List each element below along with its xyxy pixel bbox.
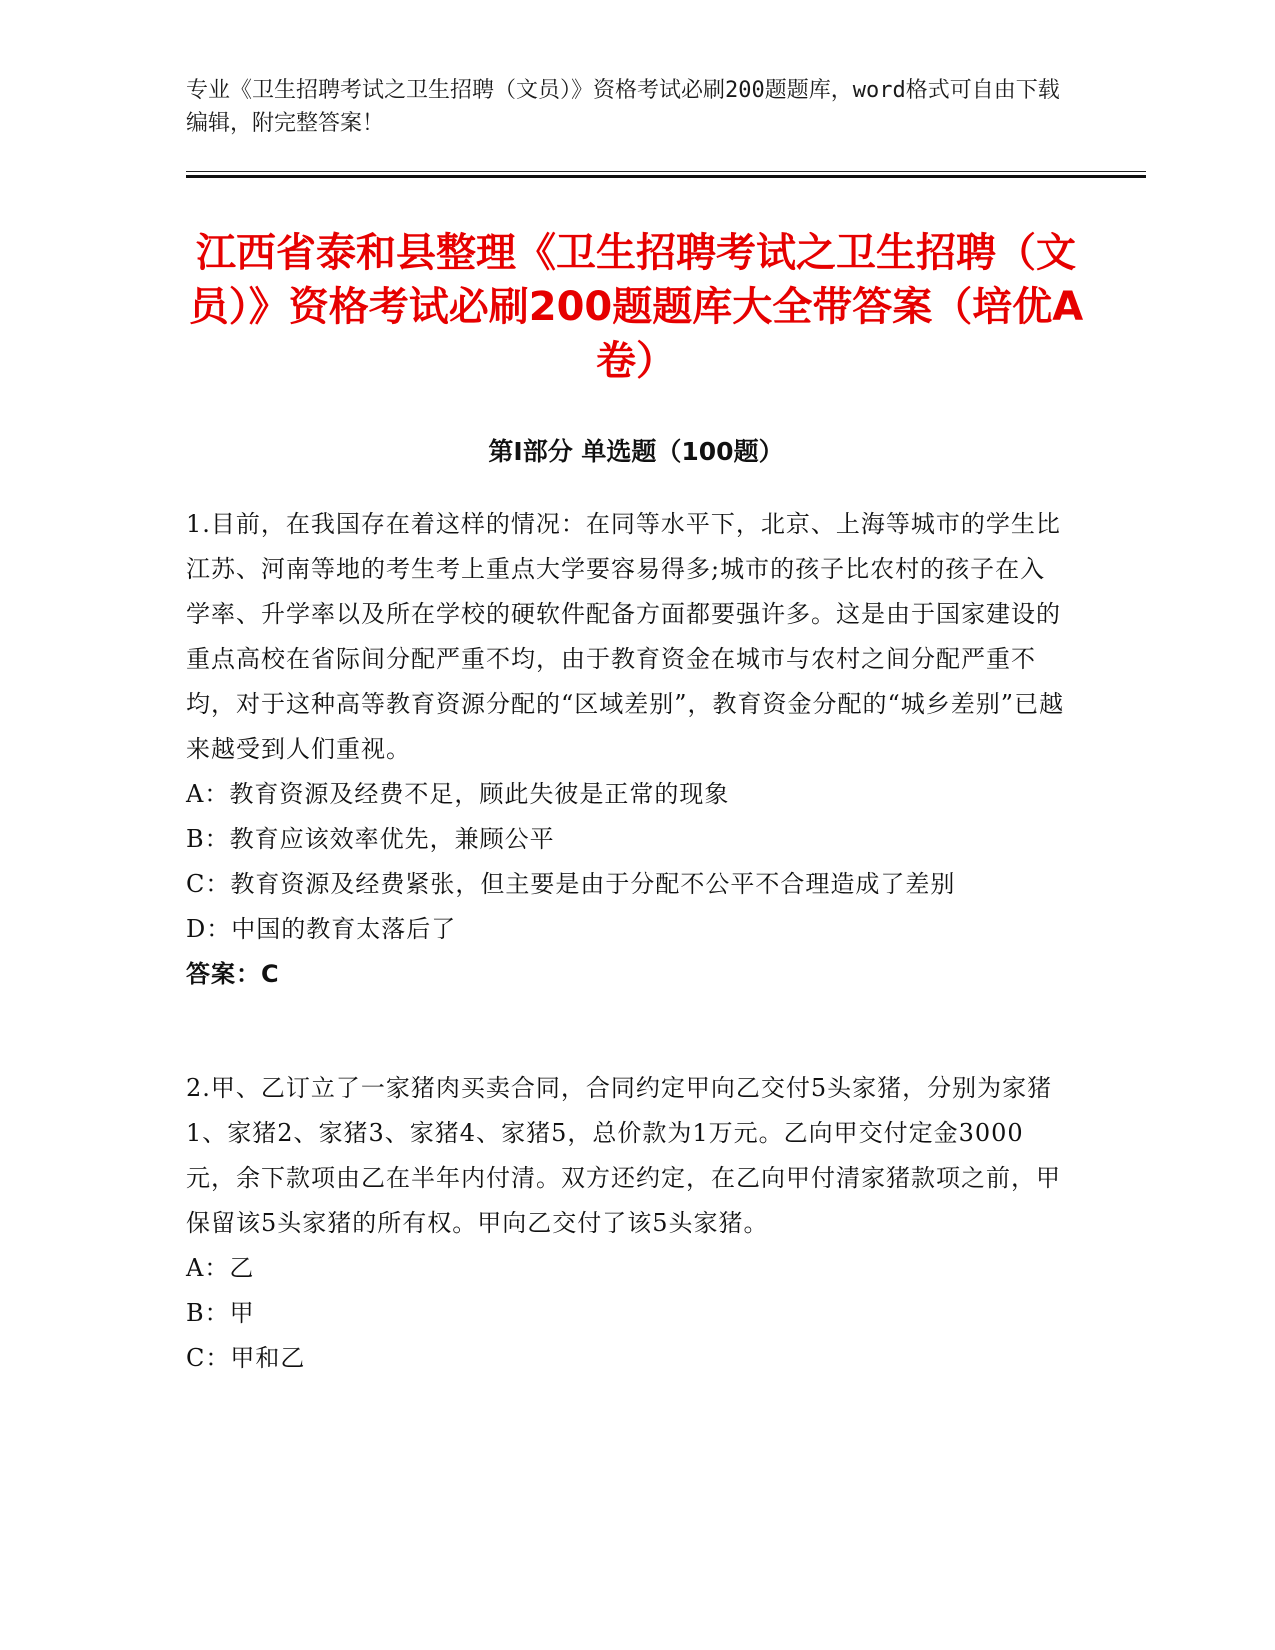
header-rule-thick	[186, 175, 1146, 178]
option-b: B：教育应该效率优先，兼顾公平	[186, 825, 555, 853]
option-c: C：甲和乙	[186, 1344, 306, 1372]
option-c: C：教育资源及经费紧张，但主要是由于分配不公平不合理造成了差别	[186, 870, 956, 898]
answer: 答案：C	[186, 960, 280, 988]
option-d: D：中国的教育太落后了	[186, 915, 457, 943]
option-a: A：乙	[186, 1254, 255, 1282]
question-2	[186, 1066, 1066, 1381]
section-title: 第I部分 单选题（100题）	[488, 437, 784, 466]
question-1	[186, 502, 1066, 997]
question-stem: 2.甲、乙订立了一家猪肉买卖合同，合同约定甲向乙交付5头家猪，分别为家猪1、家猪2、家猪3、家猪4、家猪5，总价款为1万元。乙向甲交付定金3000元，余下款项由乙在半年内付清。双方还约定，在乙向甲付清家猪款项之前，甲保留该5头家猪的所有权。甲向乙交付了该5头家猪。	[186, 1074, 1061, 1237]
option-b: B：甲	[186, 1299, 255, 1327]
header-note: 专业《卫生招聘考试之卫生招聘（文员）》资格考试必刷200题题库，word格式可自由下载编辑，附完整答案！	[186, 78, 1060, 136]
header-rule-thin	[186, 171, 1146, 172]
question-stem: 1.目前，在我国存在着这样的情况：在同等水平下，北京、上海等城市的学生比江苏、河南等地的考生考上重点大学要容易得多;城市的孩子比农村的孩子在入学率、升学率以及所在学校的硬软件配备方面都要强许多。这是由于国家建设的重点高校在省际间分配严重不均，由于教育资金在城市与农村之间分配严重不均，对于这种高等教育资源分配的“区域差别”，教育资金分配的“城乡差别”已越来越受到人们重视。	[186, 510, 1065, 763]
option-a: A：教育资源及经费不足，顾此失彼是正常的现象	[186, 780, 730, 808]
document-title: 江西省泰和县整理《卫生招聘考试之卫生招聘（文员）》资格考试必刷200题题库大全带答案（培优A卷）	[188, 230, 1084, 384]
